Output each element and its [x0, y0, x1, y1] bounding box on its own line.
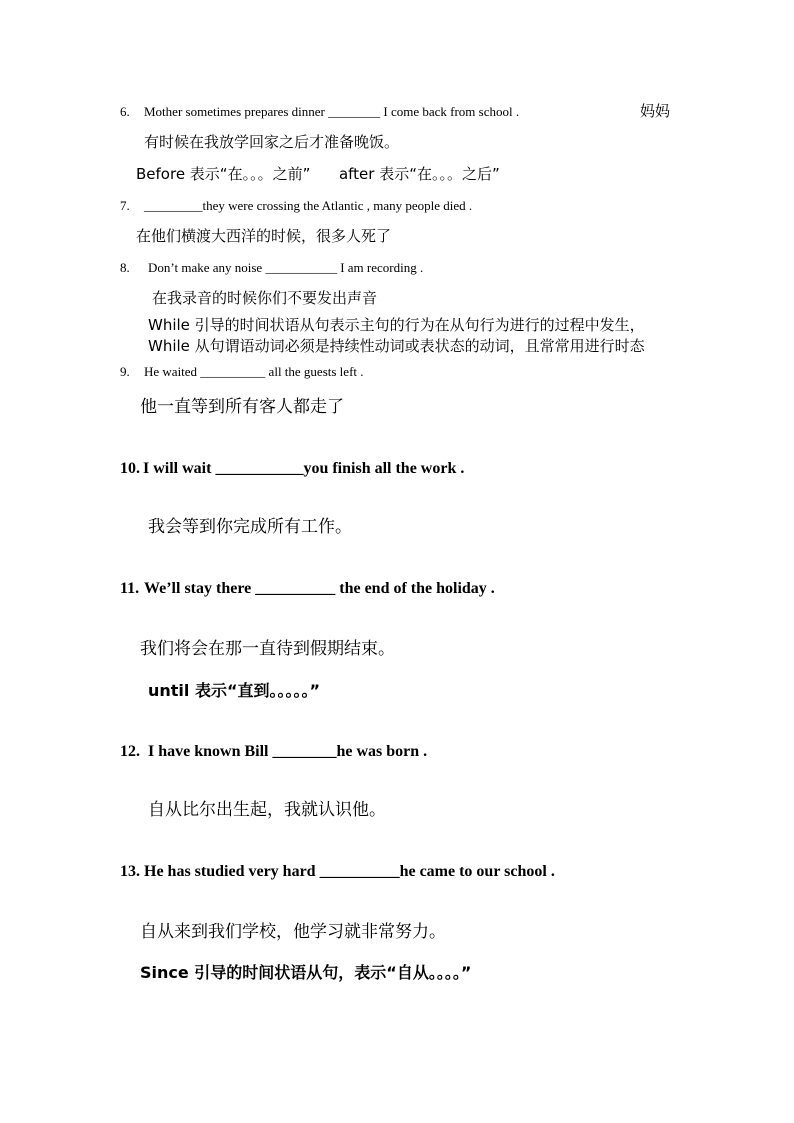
item-12-number: 12. [120, 743, 140, 760]
item-6-number: 6. [120, 104, 130, 119]
item-9-number: 9. [120, 364, 130, 379]
item-10-sentence: I will wait ___________you finish all the work . [143, 460, 465, 477]
note-while-2: While 从句谓语动词必须是持续性动词或表状态的动词，且常常用进行时态 [148, 337, 645, 355]
item-9-translation: 他一直等到所有客人都走了 [140, 397, 344, 417]
item-7-translation: 在他们横渡大西洋的时候，很多人死了 [136, 227, 392, 245]
item-12-translation: 自从比尔出生起，我就认识他。 [148, 800, 386, 820]
item-13-translation: 自从来到我们学校，他学习就非常努力。 [140, 922, 446, 942]
item-6-translation: 有时候在我放学回家之后才准备晚饭。 [144, 133, 400, 151]
note-until: until 表示“直到。。。。。” [148, 681, 321, 700]
item-10-translation: 我会等到你完成所有工作。 [148, 517, 352, 537]
item-13-number: 13. [120, 863, 140, 880]
item-10-number: 10. [120, 460, 140, 477]
item-8-sentence: Don’t make any noise ___________ I am recording . [148, 260, 424, 275]
item-9-sentence: He waited __________ all the guests left . [144, 364, 364, 379]
item-12-sentence: I have known Bill ________he was born . [148, 743, 428, 760]
item-11-translation: 我们将会在那一直待到假期结束。 [140, 639, 395, 659]
item-6-translation-start: 妈妈 [640, 102, 671, 120]
note-since: Since 引导的时间状语从句，表示“自从。。。。” [140, 963, 472, 982]
item-7-number: 7. [120, 198, 130, 213]
item-6-sentence: Mother sometimes prepares dinner ________ I come back from school . [144, 104, 520, 119]
item-11-sentence: We’ll stay there __________ the end of the holiday . [144, 580, 495, 597]
item-11-number: 11. [120, 580, 140, 597]
item-8-translation: 在我录音的时候你们不要发出声音 [152, 289, 378, 307]
item-7-sentence: _________they were crossing the Atlantic , many people died . [144, 198, 473, 213]
note-while-1: While 引导的时间状语从句表示主句的行为在从句行为进行的过程中发生， [148, 316, 645, 334]
item-13-sentence: He has studied very hard __________he came to our school . [144, 863, 555, 880]
note-before-after: Before 表示“在。。。之前” after 表示“在。。。之后” [136, 165, 500, 183]
item-8-number: 8. [120, 260, 130, 275]
